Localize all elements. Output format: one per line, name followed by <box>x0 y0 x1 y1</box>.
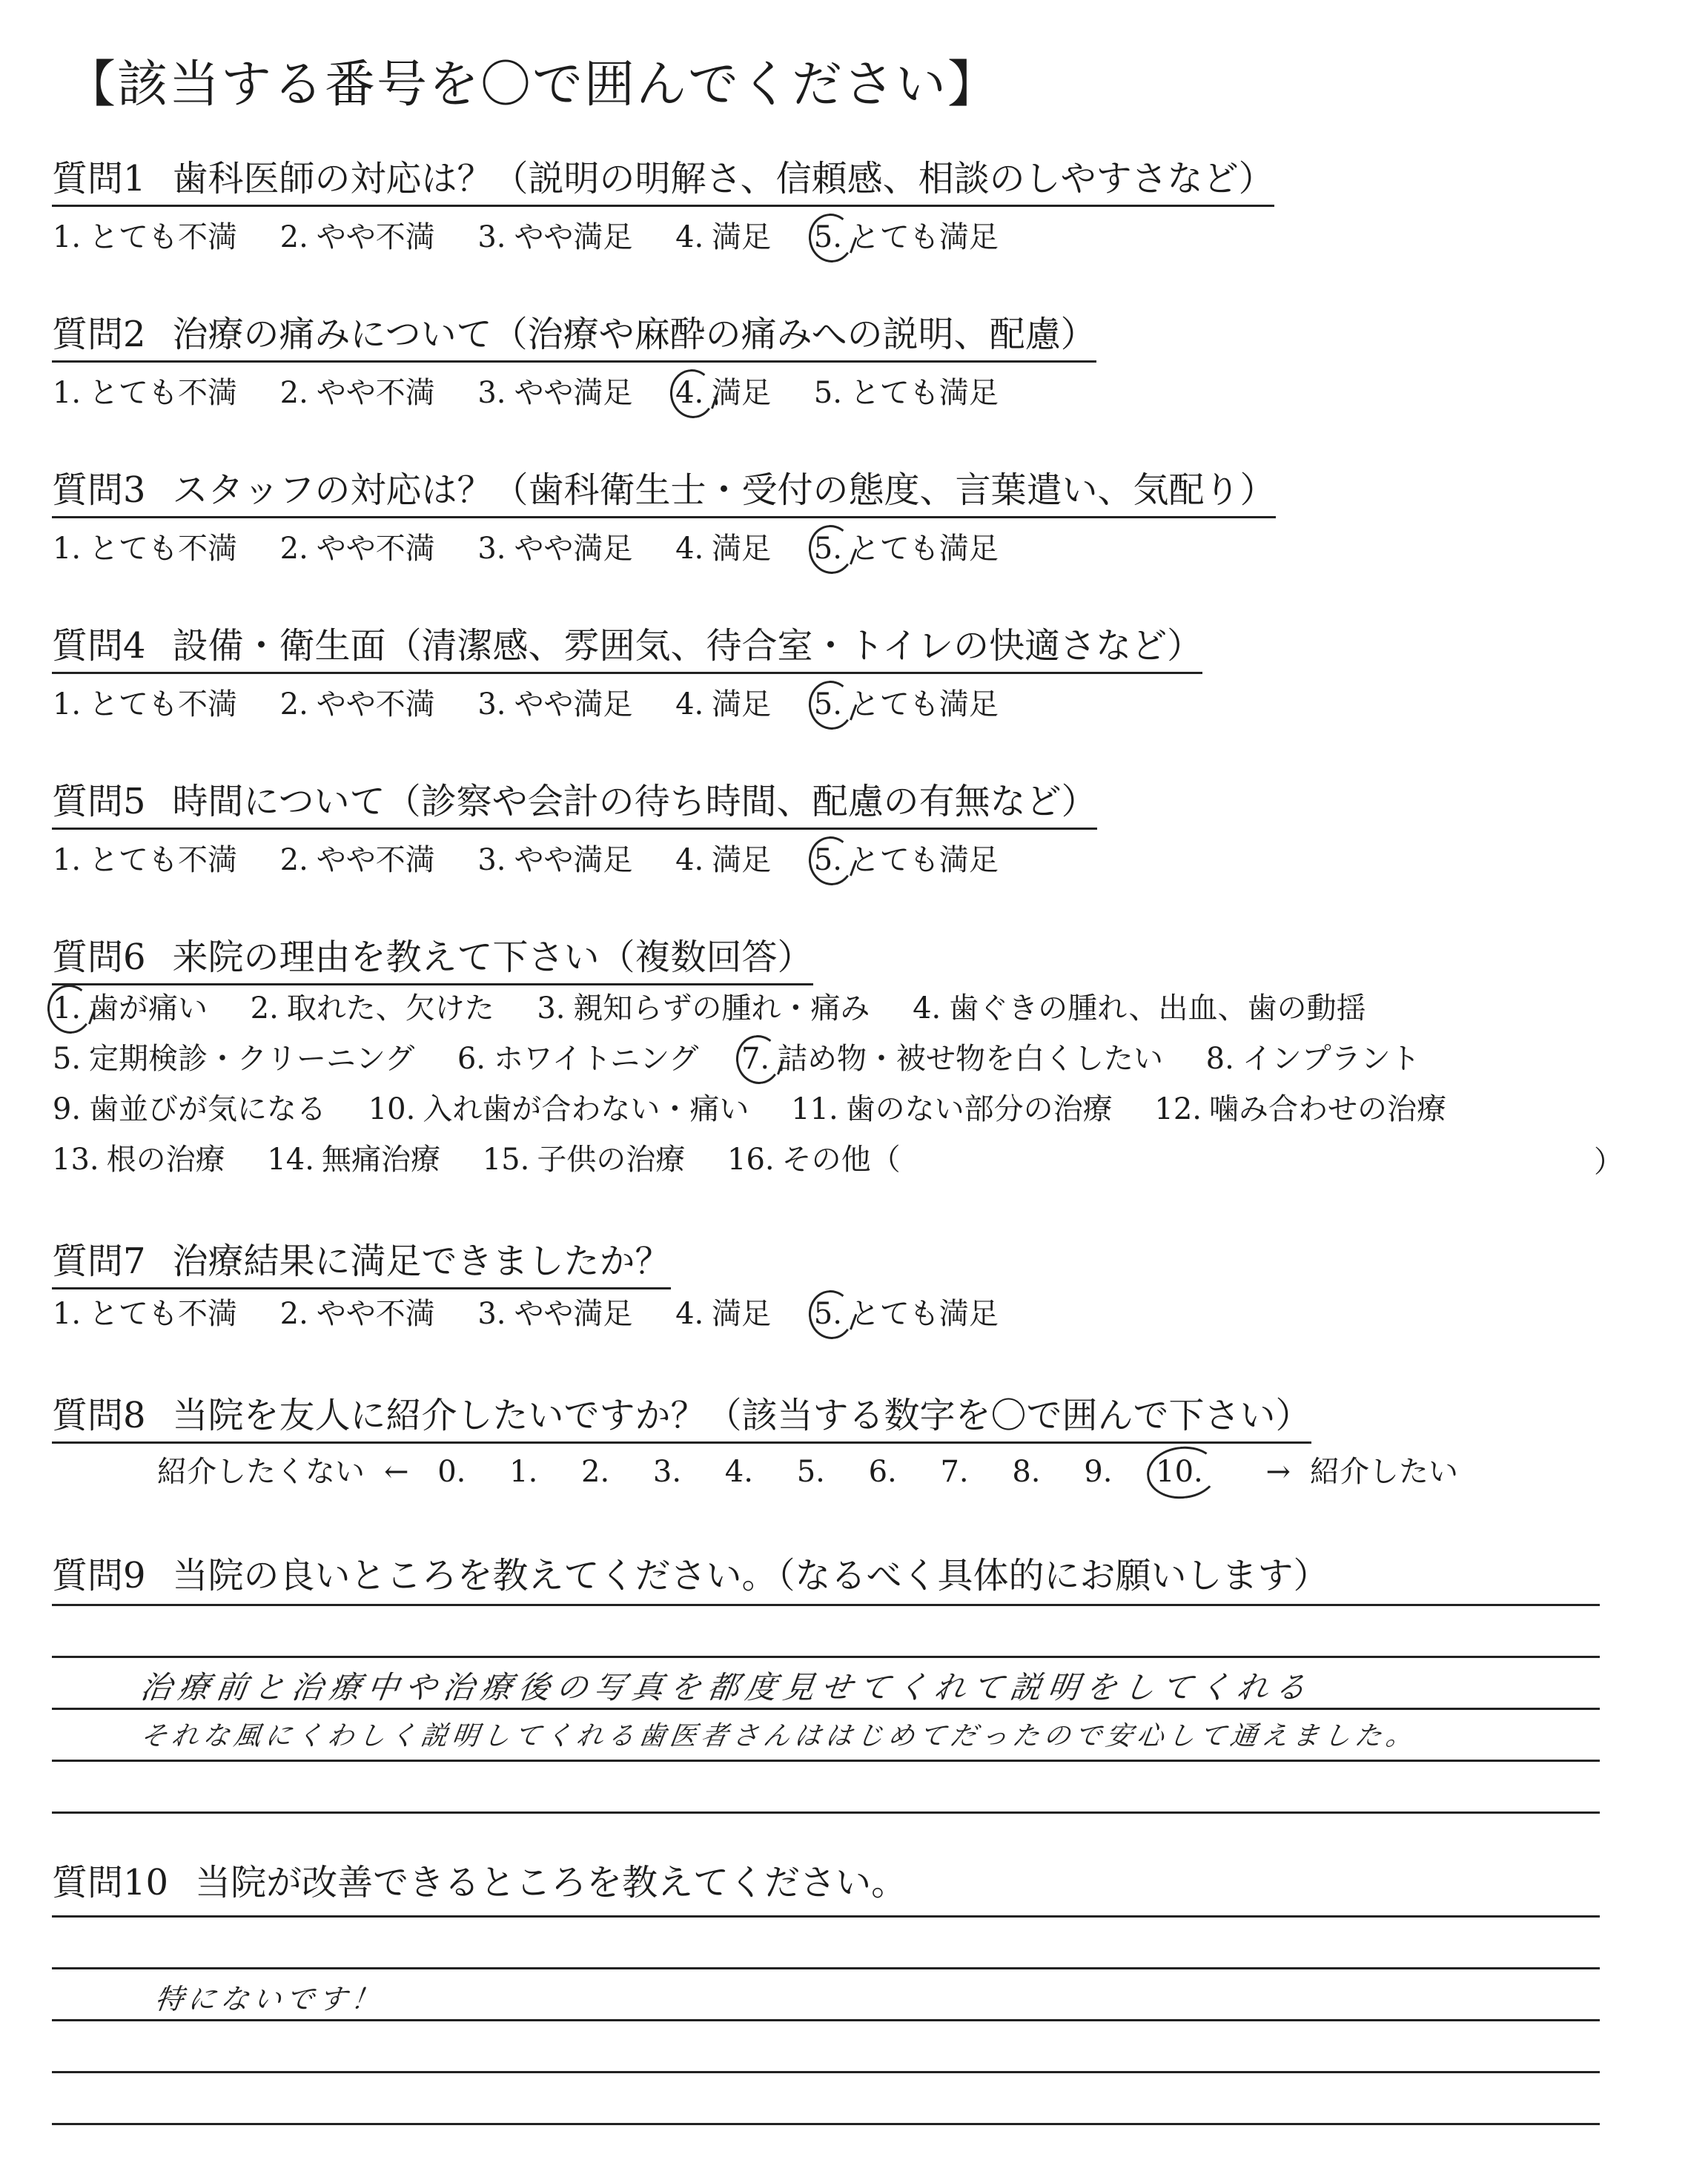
scale-left-label: 紹介したくない <box>157 1455 365 1489</box>
question-4-title: 質問4 設備・衛生面（清潔感、雰囲気、待合室・トイレの快適さなど） <box>52 624 1202 674</box>
scale-4[interactable]: 4. <box>724 1455 753 1489</box>
arrow-left-icon: ← <box>384 1455 409 1489</box>
q7-option-1[interactable]: 1. とても不満 <box>52 1297 237 1331</box>
scale-0[interactable]: 0. <box>437 1455 466 1489</box>
q4-option-2[interactable]: 2. やや不満 <box>279 687 435 721</box>
q6-option-10[interactable]: 10. 入れ歯が合わない・痛い <box>368 1092 749 1126</box>
question-6-options-row-1 <box>52 986 1399 1031</box>
q6-option-5[interactable]: 5. 定期検診・クリーニング <box>52 1042 415 1076</box>
q3-option-5-circled[interactable]: 5. とても満足 <box>813 526 999 571</box>
question-5-options <box>52 838 1031 882</box>
question-3-options <box>52 526 1031 571</box>
q5-option-2[interactable]: 2. やや不満 <box>279 843 435 877</box>
scale-right-label: 紹介したい <box>1310 1455 1458 1489</box>
answer-line <box>52 1967 1600 1969</box>
q6-option-1-circled[interactable]: 1. 歯が痛い <box>52 986 208 1031</box>
q2-option-2[interactable]: 2. やや不満 <box>279 376 435 410</box>
answer-line <box>52 1811 1600 1814</box>
question-1-options <box>52 215 1031 260</box>
question-10-title: 質問10 当院が改善できるところを教えてください。 <box>52 1862 907 1903</box>
q2-option-1[interactable]: 1. とても不満 <box>52 376 237 410</box>
q10-answer-line-1: 特にないです！ <box>153 1983 386 2015</box>
scale-7[interactable]: 7. <box>940 1455 969 1489</box>
question-6-title: 質問6 来院の理由を教えて下さい（複数回答） <box>52 936 813 985</box>
q1-option-3[interactable]: 3. やや満足 <box>477 220 633 254</box>
answer-line <box>52 1604 1600 1606</box>
q6-option-6[interactable]: 6. ホワイトニング <box>457 1042 699 1076</box>
question-1-title: 質問1 歯科医師の対応は？（説明の明解さ、信頼感、相談のしやすさなど） <box>52 157 1274 207</box>
answer-line <box>52 1708 1600 1710</box>
other-close-paren: ） <box>1594 1145 1623 1179</box>
q1-option-5-circled[interactable]: 5. とても満足 <box>813 215 999 260</box>
q7-option-5-circled[interactable]: 5. とても満足 <box>813 1292 999 1336</box>
question-7-title: 質問7 治療結果に満足できましたか？ <box>52 1240 671 1289</box>
scale-8[interactable]: 8. <box>1012 1455 1041 1489</box>
scale-6[interactable]: 6. <box>868 1455 897 1489</box>
question-2-options <box>52 371 1031 415</box>
question-7-options <box>52 1292 1031 1336</box>
question-4-options <box>52 682 1031 727</box>
q2-option-4-circled[interactable]: 4. 満足 <box>675 371 771 415</box>
scale-10-circled[interactable]: 10. <box>1156 1450 1203 1494</box>
q5-option-1[interactable]: 1. とても不満 <box>52 843 237 877</box>
q6-option-2[interactable]: 2. 取れた、欠けた <box>250 991 494 1025</box>
q2-option-5[interactable]: 5. とても満足 <box>813 376 999 410</box>
q4-option-1[interactable]: 1. とても不満 <box>52 687 237 721</box>
q6-option-7-circled[interactable]: 7. 詰め物・被せ物を白くしたい <box>741 1037 1163 1081</box>
answer-line <box>52 2123 1600 2125</box>
answer-line <box>52 1760 1600 1762</box>
q6-option-8[interactable]: 8. インプラント <box>1205 1042 1420 1076</box>
q6-option-9[interactable]: 9. 歯並びが気になる <box>52 1092 326 1126</box>
q7-option-3[interactable]: 3. やや満足 <box>477 1297 633 1331</box>
q4-option-3[interactable]: 3. やや満足 <box>477 687 633 721</box>
question-6-options-row-2 <box>52 1037 1453 1081</box>
question-5-title: 質問5 時間について（診察や会計の待ち時間、配慮の有無など） <box>52 780 1097 830</box>
q1-option-4[interactable]: 4. 満足 <box>675 220 772 254</box>
q3-option-3[interactable]: 3. やや満足 <box>477 532 633 566</box>
scale-9[interactable]: 9. <box>1084 1455 1113 1489</box>
scale-1[interactable]: 1. <box>509 1455 538 1489</box>
q3-option-2[interactable]: 2. やや不満 <box>279 532 435 566</box>
q6-option-15[interactable]: 15. 子供の治療 <box>482 1143 686 1177</box>
scale-5[interactable]: 5. <box>796 1455 825 1489</box>
q7-option-4[interactable]: 4. 満足 <box>675 1297 772 1331</box>
question-6-options-row-4 <box>52 1137 933 1182</box>
page-title: 【該当する番号を〇で囲んでください】 <box>65 56 1000 114</box>
recommend-scale <box>157 1450 1458 1494</box>
q6-option-12[interactable]: 12. 噛み合わせの治療 <box>1154 1092 1447 1126</box>
q2-option-3[interactable]: 3. やや満足 <box>477 376 633 410</box>
answer-line <box>52 2019 1600 2021</box>
question-9-title: 質問9 当院の良いところを教えてください。（なるべく具体的にお願いします） <box>52 1555 1329 1596</box>
q4-option-4[interactable]: 4. 満足 <box>675 687 772 721</box>
q5-option-4[interactable]: 4. 満足 <box>675 843 772 877</box>
answer-line <box>52 2071 1600 2073</box>
q6-option-16-other[interactable]: 16. その他（ <box>727 1143 901 1177</box>
q3-option-4[interactable]: 4. 満足 <box>675 532 772 566</box>
q6-option-13[interactable]: 13. 根の治療 <box>52 1143 225 1177</box>
q6-option-14[interactable]: 14. 無痛治療 <box>267 1143 440 1177</box>
q9-answer-line-1: 治療前と治療中や治療後の写真を都度見せてくれて説明をしてくれる <box>138 1669 1316 1705</box>
q5-option-5-circled[interactable]: 5. とても満足 <box>813 838 999 882</box>
scale-2[interactable]: 2. <box>581 1455 610 1489</box>
q9-answer-line-2: それな風にくわしく説明してくれる歯医者さんははじめてだったので安心して通えました。 <box>138 1721 1420 1751</box>
arrow-right-icon: → <box>1265 1455 1291 1489</box>
q6-option-11[interactable]: 11. 歯のない部分の治療 <box>791 1092 1113 1126</box>
scale-3[interactable]: 3. <box>652 1455 682 1489</box>
question-8-title: 質問8 当院を友人に紹介したいですか？（該当する数字を〇で囲んで下さい） <box>52 1394 1311 1444</box>
question-6-options-row-3 <box>52 1087 1479 1132</box>
q6-option-4[interactable]: 4. 歯ぐきの腫れ、出血、歯の動揺 <box>913 991 1366 1025</box>
answer-line <box>52 1915 1600 1918</box>
q4-option-5-circled[interactable]: 5. とても満足 <box>813 682 999 727</box>
q7-option-2[interactable]: 2. やや不満 <box>279 1297 435 1331</box>
q5-option-3[interactable]: 3. やや満足 <box>477 843 633 877</box>
answer-line <box>52 1656 1600 1658</box>
q3-option-1[interactable]: 1. とても不満 <box>52 532 237 566</box>
q1-option-1[interactable]: 1. とても不満 <box>52 220 237 254</box>
question-2-title: 質問2 治療の痛みについて（治療や麻酔の痛みへの説明、配慮） <box>52 313 1096 363</box>
q1-option-2[interactable]: 2. やや不満 <box>279 220 435 254</box>
q6-option-3[interactable]: 3. 親知らずの腫れ・痛み <box>537 991 870 1025</box>
question-3-title: 質問3 スタッフの対応は？（歯科衛生士・受付の態度、言葉遣い、気配り） <box>52 469 1276 518</box>
